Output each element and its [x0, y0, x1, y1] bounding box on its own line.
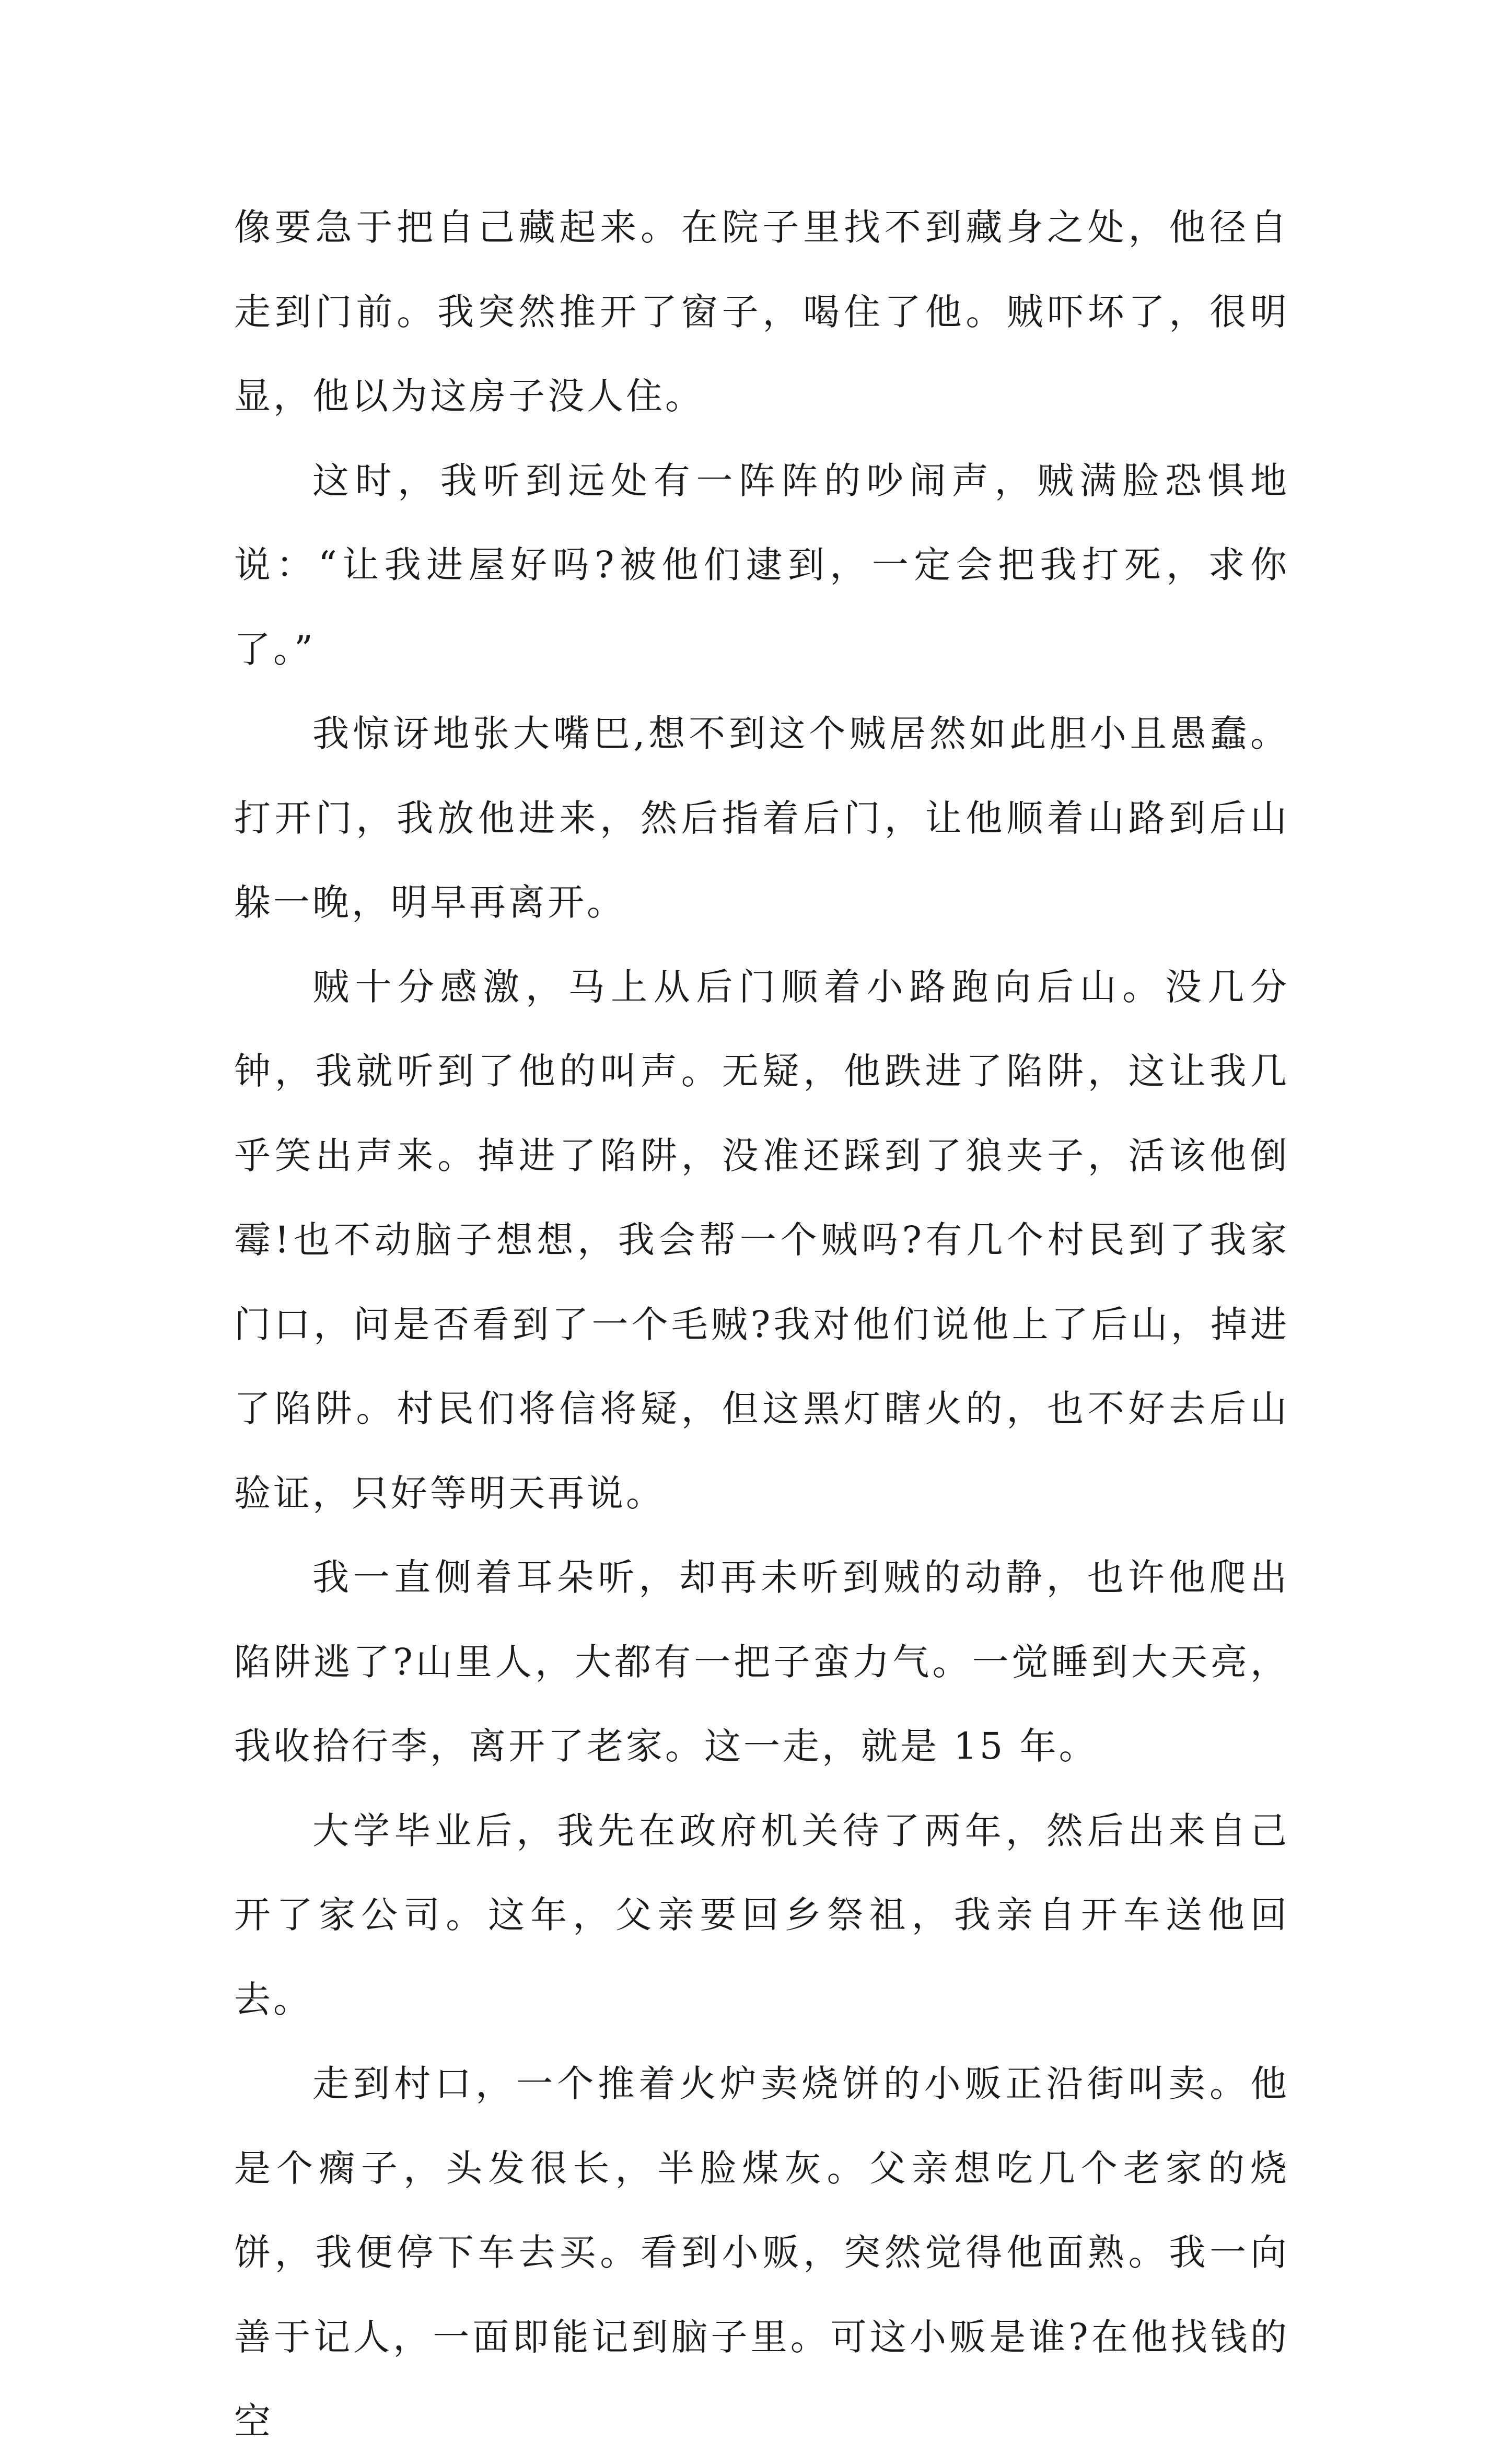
paragraph-6: 大学毕业后，我先在政府机关待了两年，然后出来自己开了家公司。这年，父亲要回乡祭祖，我亲自开车送他回去。: [234, 1809, 1289, 2021]
paragraph-5: 我一直侧着耳朵听，却再未听到贼的动静，也许他爬出陷阱逃了?山里人，大都有一把子蛮力气。一觉睡到大天亮，我收拾行李，离开了老家。这一走，就是 15 年。: [234, 1556, 1289, 1768]
paragraph-2: 这时，我听到远处有一阵阵的吵闹声，贼满脸恐惧地说：“让我进屋好吗?被他们逮到，一定会把我打死，求你了。”: [234, 459, 1289, 671]
paragraph-7: 走到村口，一个推着火炉卖烧饼的小贩正沿街叫卖。他是个瘸子，头发很长，半脸煤灰。父亲想吃几个老家的烧饼，我便停下车去买。看到小贩，突然觉得他面熟。我一向善于记人，一面即能记到脑子里。可这小贩是谁?在他找钱的空: [234, 2062, 1289, 2443]
paragraph-1: 像要急于把自己藏起来。在院子里找不到藏身之处，他径自走到门前。我突然推开了窗子，喝住了他。贼吓坏了，很明显，他以为这房子没人住。: [234, 206, 1289, 417]
paragraph-3: 我惊讶地张大嘴巴,想不到这个贼居然如此胆小且愚蠢。打开门，我放他进来，然后指着后门，让他顺着山路到后山躲一晚，明早再离开。: [234, 712, 1289, 924]
body-text: [234, 185, 1289, 2464]
paragraph-4: 贼十分感激，马上从后门顺着小路跑向后山。没几分钟，我就听到了他的叫声。无疑，他跌进了陷阱，这让我几乎笑出声来。掉进了陷阱，没准还踩到了狼夹子，活该他倒霉!也不动脑子想想，我会帮一个贼吗?有几个村民到了我家门口，问是否看到了一个毛贼?我对他们说他上了后山，掉进了陷阱。村民们将信将疑，但这黑灯瞎火的，也不好去后山验证，只好等明天再说。: [234, 965, 1289, 1515]
